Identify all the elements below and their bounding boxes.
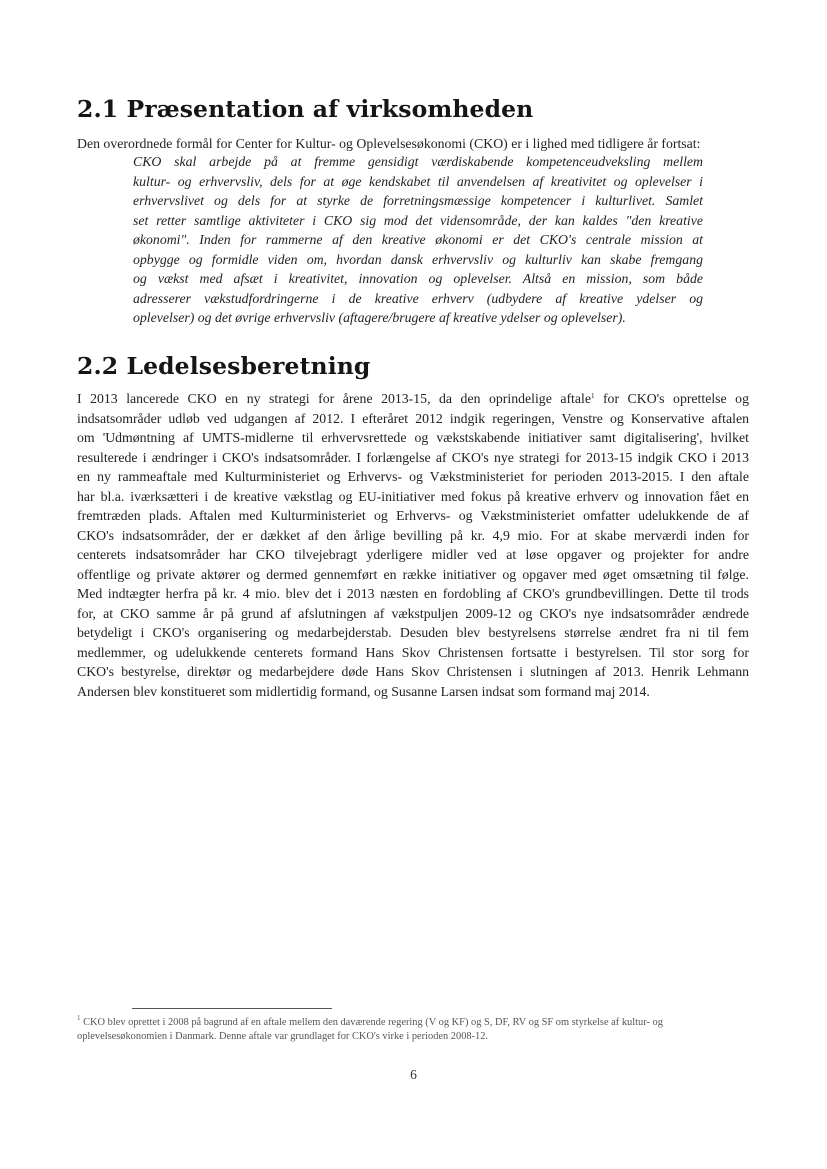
quote-line: adresserer vækstudfordringerne i de kreative erhverv (udbydere af kreative ydelser og xyxy=(133,290,703,306)
footnote-reference[interactable]: 1 xyxy=(590,392,595,400)
report-line: resulterede i ændringer i CKO's indsatsområder. I forlængelse af CKO's nye strategi for 2013-15 indgik CKO i 2013 xyxy=(77,449,749,465)
quote-line: og vækst med afsæt i kreativitet, innovation og oplevelser. Altså en mission, som både xyxy=(133,271,703,286)
mission-quote xyxy=(133,152,703,328)
report-line: en ny rammeaftale med Kulturministeriet og Erhvervs- og Vækstministeriet for perioden 2013-2015. I den aftale xyxy=(77,469,749,484)
report-line: Med indtægter herfra på kr. 4 mio. blev det i 2013 næsten en fordobling af CKO's grundbevillingen. Dette til trods xyxy=(77,586,749,601)
report-line: centerets indsatsområder har CKO tilvejebragt yderligere midler ved at løse opgaver og projekter for andre xyxy=(77,547,749,562)
page-number: 6 xyxy=(410,1067,417,1082)
quote-line: opbygge og formidle viden om, hvordan dansk erhvervsliv og kulturliv kan skabe fremgang xyxy=(133,251,703,267)
management-report-paragraph xyxy=(77,389,749,701)
intro-paragraph: Den overordnede formål for Center for Kultur- og Oplevelsesøkonomi (CKO) er i lighed med tidligere år fortsat: xyxy=(77,136,701,151)
footnote-separator xyxy=(132,1008,332,1009)
report-line: om 'Udmøntning af UMTS-midlerne til erhvervsrettede og vækstskabende initiativer samt digitalisering', hvilket xyxy=(77,430,749,445)
quote-line: erhvervslivet og dels for at styrke de forretningsmæssige kompetencer i kulturlivet. Samlet xyxy=(133,193,703,208)
report-line: CKO's indsatsområder, der er dækket af den årlige bevilling på kr. 4,9 mio. For at skabe merværdi inden for xyxy=(77,527,749,543)
footnote-text: CKO blev oprettet i 2008 på bagrund af en aftale mellem den daværende regering (V og KF) og S, DF, RV og SF om styrkelse af kultur- og xyxy=(83,1017,663,1028)
report-line: har bl.a. iværksætteri i de kreative vækstlag og EU-initiativer med fokus på kreative erhverv og innovation fået en xyxy=(77,488,749,504)
footnote xyxy=(77,1016,767,1043)
section-heading-presentation: 2.1 Præsentation af virksomheden xyxy=(77,95,534,123)
quote-line: kultur- og erhvervsliv, dels for at øge kendskabet til anvendelsen af kreativitet og oplevelser i xyxy=(133,173,703,189)
footnote-line: oplevelsesøkonomien i Danmark. Denne aftale var grundlaget for CKO's virke i perioden 2008-12. xyxy=(77,1030,489,1042)
quote-line: økonomi". Inden for rammerne af den kreative økonomi er det CKO's centrale mission at xyxy=(133,232,703,247)
quote-line: oplevelser) og det øvrige erhvervsliv (aftagere/brugere af kreative ydelser og oplevelser). xyxy=(133,310,626,325)
section-heading-management-report: 2.2 Ledelsesberetning xyxy=(77,352,371,380)
report-line: Andersen blev konstitueret som midlertidig formand, og Susanne Larsen indsat som formand maj 2014. xyxy=(77,683,650,699)
report-line xyxy=(77,389,749,409)
report-line-end: for CKO's oprettelse og xyxy=(594,391,749,406)
report-line: offentlige og private aktører og dermed gennemført en række initiativer og opgaver med øget omsætning til følge. xyxy=(77,566,749,582)
footnote-mark: 1 xyxy=(77,1014,81,1022)
report-line: indsatsområder udløb ved udgangen af 2012. I efteråret 2012 indgik regeringen, Venstre og Konservative aftalen xyxy=(77,410,749,426)
report-line: medlemmer, og udelukkende centerets formand Hans Skov Christensen fortsatte i bestyrelsen. Til stor sorg for xyxy=(77,644,749,660)
quote-line: set retter samtlige aktiviteter i CKO sig mod det vidensområde, der kan kaldes "den kreative xyxy=(133,212,703,228)
report-line: fremtræden plads. Aftalen med Kulturministeriet og Erhvervs- og Vækstministeriet omfatter udelukkende de af xyxy=(77,508,749,523)
report-line: betydeligt i CKO's organisering og medarbejderstab. Desuden blev bestyrelsens størrelse ændret fra ni til fem xyxy=(77,625,749,640)
quote-line: CKO skal arbejde på at fremme gensidigt værdiskabende kompetenceudveksling mellem xyxy=(133,154,703,169)
report-line: for, at CKO samme år på grund af afslutningen af vækstpuljen 2009-12 og CKO's nye indsatsområder ændrede xyxy=(77,605,749,621)
report-line: CKO's bestyrelse, direktør og medarbejdere døde Hans Skov Christensen i slutningen af 2013. Henrik Lehmann xyxy=(77,664,749,679)
footnote-line xyxy=(77,1016,767,1030)
report-line-start: I 2013 lancerede CKO en ny strategi for årene 2013-15, da den oprindelige aftale xyxy=(77,391,591,406)
